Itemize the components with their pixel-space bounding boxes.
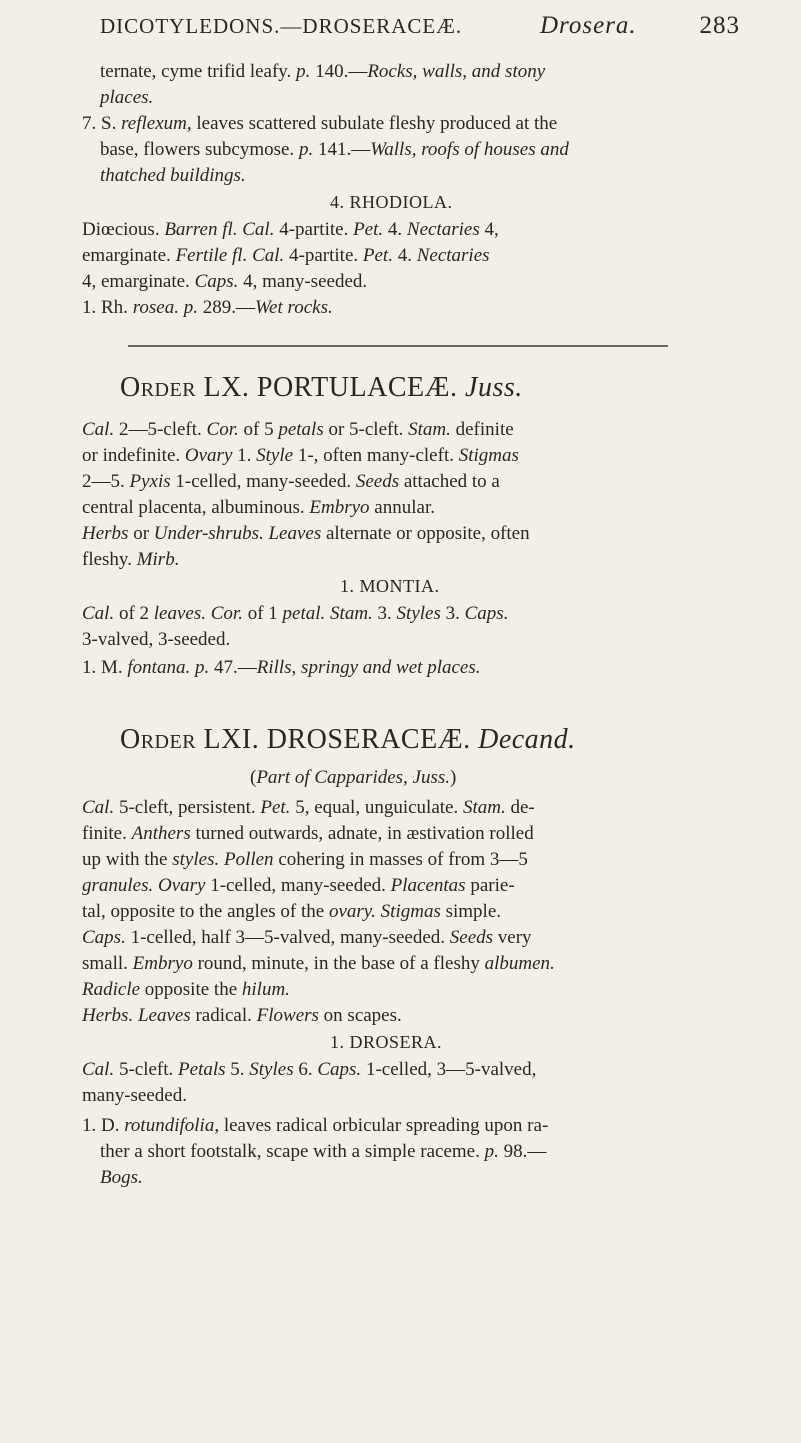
- droseraceae-line-2: finite. Anthers turned outwards, adnate, in æstivation rolled: [82, 823, 534, 844]
- sedum-line-1: ternate, cyme trifid leafy. p. 140.—Rocks, walls, and stony: [100, 61, 546, 82]
- droseraceae-line-4: granules. Ovary 1-celled, many-seeded. Placentas parie-: [82, 875, 515, 896]
- droseraceae-synonym: (Part of Capparides, Juss.): [250, 767, 457, 788]
- portulaceae-line-4: central placenta, albuminous. Embryo annular.: [82, 497, 435, 518]
- rhodiola-line-1: Diœcious. Barren fl. Cal. 4-partite. Pet. 4. Nectaries 4,: [82, 219, 499, 240]
- drosera-line-2: many-seeded.: [82, 1085, 187, 1106]
- montia-line-1: Cal. of 2 leaves. Cor. of 1 petal. Stam. 3. Styles 3. Caps.: [82, 603, 509, 624]
- droseraceae-line-1: Cal. 5-cleft, persistent. Pet. 5, equal, unguiculate. Stam. de-: [82, 797, 535, 818]
- genus-heading-drosera: 1. DROSERA.: [330, 1032, 443, 1052]
- species-7-line-1: 7. S. reflexum, leaves scattered subulate fleshy produced at the: [82, 113, 558, 134]
- sedum-line-2: places.: [100, 87, 154, 108]
- portulaceae-line-6: fleshy. Mirb.: [82, 549, 180, 570]
- droseraceae-line-5: tal, opposite to the angles of the ovary. Stigmas simple.: [82, 901, 502, 922]
- species-7-line-3: thatched buildings.: [100, 165, 246, 186]
- droseraceae-line-8: Radicle opposite the hilum.: [82, 979, 290, 1000]
- droseraceae-line-6: Caps. 1-celled, half 3—5-valved, many-seeded. Seeds very: [82, 927, 532, 948]
- rhodiola-line-3: 4, emarginate. Caps. 4, many-seeded.: [82, 271, 368, 292]
- droseraceae-line-7: small. Embryo round, minute, in the base of a fleshy albumen.: [82, 953, 555, 974]
- portulaceae-line-1: Cal. 2—5-cleft. Cor. of 5 petals or 5-cleft. Stam. definite: [82, 419, 514, 440]
- rhodiola-line-2: emarginate. Fertile fl. Cal. 4-partite. Pet. 4. Nectaries: [82, 245, 490, 266]
- droseraceae-line-3: up with the styles. Pollen cohering in masses of from 3—5: [82, 849, 528, 870]
- drosera-species-1-line-2: ther a short footstalk, scape with a simple raceme. p. 98.—: [100, 1141, 547, 1162]
- running-head-title: DICOTYLEDONS.—DROSERACEÆ.: [100, 14, 463, 38]
- droseraceae-line-9: Herbs. Leaves radical. Flowers on scapes.: [82, 1005, 402, 1026]
- order-heading-portulaceae: Order LX. PORTULACEÆ. Juss.: [120, 372, 523, 403]
- genus-heading-rhodiola: 4. RHODIOLA.: [330, 192, 453, 212]
- drosera-species-1-line-1: 1. D. rotundifolia, leaves radical orbicular spreading upon ra-: [82, 1115, 549, 1136]
- section-divider: [128, 345, 668, 347]
- drosera-line-1: Cal. 5-cleft. Petals 5. Styles 6. Caps. 1-celled, 3—5-valved,: [82, 1059, 537, 1080]
- drosera-species-1-line-3: Bogs.: [100, 1167, 143, 1188]
- rhodiola-species-1: 1. Rh. rosea. p. 289.—Wet rocks.: [82, 297, 333, 318]
- montia-line-2: 3-valved, 3-seeded.: [82, 629, 231, 650]
- montia-species-1: 1. M. fontana. p. 47.—Rills, springy and wet places.: [82, 657, 481, 678]
- page-number: 283: [699, 12, 740, 39]
- portulaceae-line-2: or indefinite. Ovary 1. Style 1-, often many-cleft. Stigmas: [82, 445, 519, 466]
- species-7-line-2: base, flowers subcymose. p. 141.—Walls, roofs of houses and: [100, 139, 569, 160]
- portulaceae-line-5: Herbs or Under-shrubs. Leaves alternate or opposite, often: [82, 523, 530, 544]
- portulaceae-line-3: 2—5. Pyxis 1-celled, many-seeded. Seeds attached to a: [82, 471, 500, 492]
- order-heading-droseraceae: Order LXI. DROSERACEÆ. Decand.: [120, 724, 576, 755]
- genus-heading-montia: 1. MONTIA.: [340, 576, 440, 596]
- running-head: [100, 14, 740, 48]
- running-head-genus: Drosera.: [540, 12, 637, 39]
